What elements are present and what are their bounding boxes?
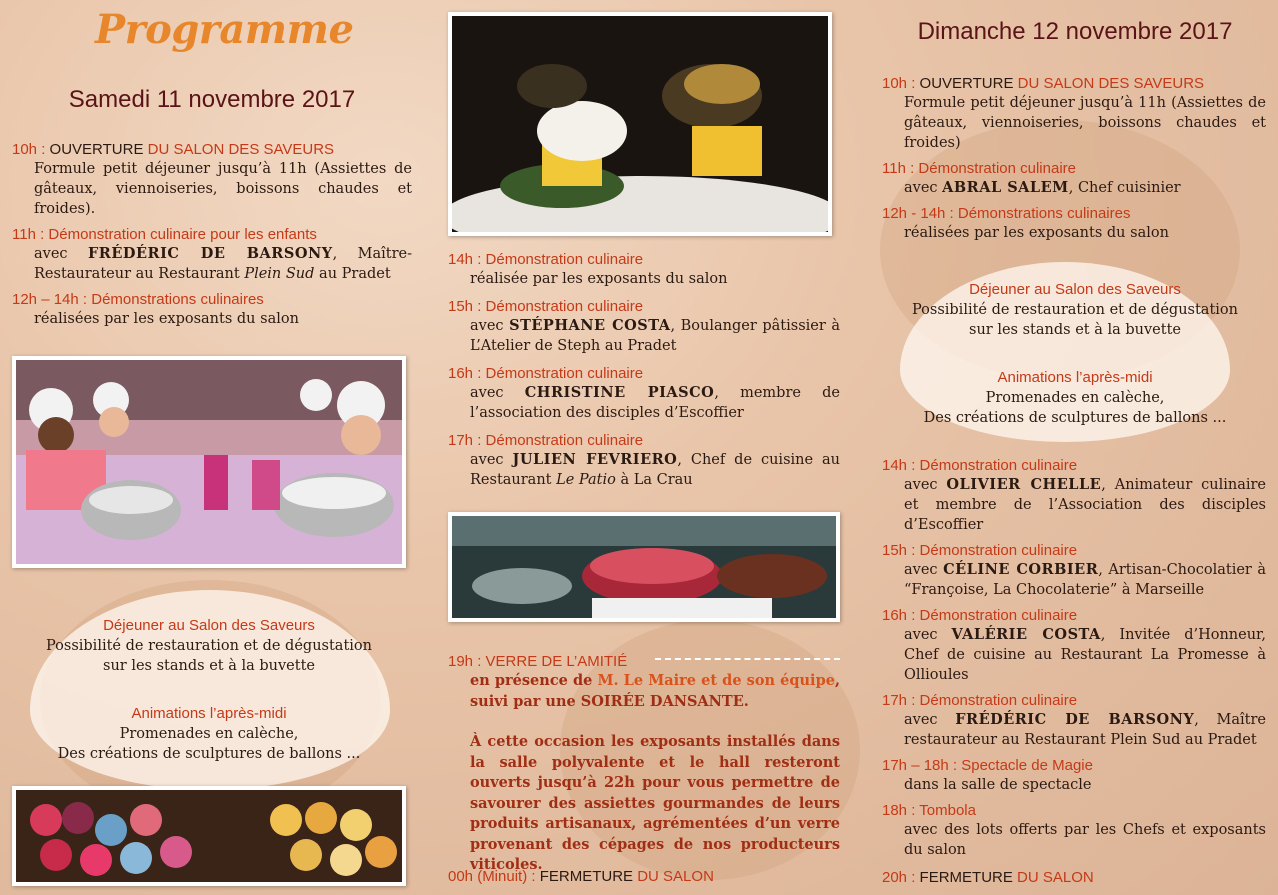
lunch-title: Déjeuner au Salon des Saveurs bbox=[969, 281, 1181, 298]
entry-body: Formule petit déjeuner jusqu’à 11h (Assiettes de gâteaux, viennoiseries, boissons chaudes et froides). bbox=[34, 161, 412, 217]
text: à La Crau bbox=[615, 472, 693, 488]
verre-paragraph: À cette occasion les exposants installés dans la salle polyvalente et le hall resteront ouverts jusqu’à 22h pour vous permettre de savourer des assiettes gourmandes de leurs produits artisanaux, agrémentées d’un verre provenant des cépages de nos producteurs viticoles. bbox=[470, 733, 840, 873]
text: , suivi par une bbox=[470, 672, 840, 710]
text: avec bbox=[470, 318, 510, 334]
text: SOIRÉE DANSANTE. bbox=[580, 692, 749, 710]
entry-heading: 17h : Démonstration culinaire bbox=[448, 432, 644, 449]
entry-label: OUVERTURE bbox=[49, 141, 148, 158]
food-dish-illustration bbox=[452, 16, 828, 232]
text: avec bbox=[34, 246, 88, 262]
entry-heading: 12h - 14h : Démonstrations culinaires bbox=[882, 205, 1131, 222]
charcuterie-photo bbox=[448, 512, 840, 622]
chef-name: CÉLINE CORBIER bbox=[943, 561, 1099, 578]
entry-body: avec des lots offerts par les Chefs et exposants du salon bbox=[904, 822, 1266, 858]
entry-heading: 14h : Démonstration culinaire bbox=[882, 457, 1078, 474]
animations-title: Animations l’après-midi bbox=[997, 369, 1153, 386]
lunch-line: Possibilité de restauration et de dégustation bbox=[911, 302, 1238, 318]
chef-name: ABRAL SALEM bbox=[942, 179, 1069, 196]
entry-heading: 16h : Démonstration culinaire bbox=[882, 607, 1078, 624]
text: , Boulanger pâtissier à L’Atelier de Steph au Pradet bbox=[470, 318, 840, 354]
text: , Animateur culinaire et membre de l’Association des disciples d’Escoffier bbox=[904, 477, 1266, 533]
charcuterie-illustration bbox=[452, 516, 836, 618]
entry-label-accent: DU SALON bbox=[637, 868, 714, 885]
entry-label-accent: DU SALON DES SAVEURS bbox=[147, 141, 335, 158]
saturday-date: Samedi 11 novembre 2017 bbox=[68, 86, 356, 113]
entry-heading: 18h : Tombola bbox=[882, 802, 976, 819]
entry-heading: 15h : Démonstration culinaire bbox=[882, 542, 1078, 559]
schedule-entry bbox=[882, 204, 1266, 243]
sunday-animations bbox=[882, 368, 1268, 428]
text: , membre de l’association des disciples d’Escoffier bbox=[470, 385, 840, 421]
mayor-text: M. Le Maire et de son équipe bbox=[597, 672, 835, 689]
entry-heading: 19h : VERRE DE L’AMITIÉ bbox=[448, 653, 628, 670]
schedule-entry bbox=[12, 290, 412, 329]
entry-body bbox=[882, 560, 1266, 600]
text: avec bbox=[904, 712, 956, 728]
lunch-title: Déjeuner au Salon des Saveurs bbox=[103, 617, 315, 634]
animations-line: Des créations de sculptures de ballons ... bbox=[57, 746, 361, 762]
separator: : bbox=[907, 75, 920, 92]
text: au Pradet bbox=[314, 266, 391, 282]
entry-body: dans la salle de spectacle bbox=[904, 777, 1092, 793]
macarons-photo bbox=[12, 786, 406, 886]
saturday-animations bbox=[12, 704, 406, 764]
food-dish-photo bbox=[448, 12, 832, 236]
chef-name: FRÉDÉRIC DE BARSONY bbox=[955, 711, 1195, 728]
restaurant-name: Plein Sud bbox=[244, 266, 315, 282]
children-photo-illustration bbox=[16, 360, 402, 564]
separator: : bbox=[37, 141, 50, 158]
schedule-entry bbox=[882, 691, 1266, 750]
animations-line: Promenades en calèche, bbox=[985, 390, 1165, 406]
animations-line: Des créations de sculptures de ballons ... bbox=[923, 410, 1227, 426]
schedule-entry bbox=[882, 159, 1266, 198]
text: en présence de bbox=[470, 672, 598, 689]
entry-heading: 15h : Démonstration culinaire bbox=[448, 298, 644, 315]
entry-label-accent: DU SALON bbox=[1017, 869, 1094, 886]
separator: : bbox=[527, 868, 540, 885]
schedule-entry bbox=[882, 756, 1266, 795]
entry-label-accent: DU SALON DES SAVEURS bbox=[1017, 75, 1205, 92]
chef-name: FRÉDÉRIC DE BARSONY bbox=[88, 245, 333, 262]
schedule-entry bbox=[448, 297, 840, 356]
entry-body bbox=[448, 316, 840, 356]
schedule-entry bbox=[882, 456, 1266, 535]
entry-body bbox=[448, 383, 840, 423]
text: avec bbox=[904, 180, 943, 196]
schedule-entry bbox=[448, 250, 840, 289]
schedule-entry bbox=[882, 541, 1266, 600]
schedule-entry bbox=[882, 801, 1266, 860]
entry-heading: 14h : Démonstration culinaire bbox=[448, 251, 644, 268]
chef-name: OLIVIER CHELLE bbox=[946, 476, 1102, 493]
entry-body bbox=[12, 244, 412, 284]
text: , Invitée d’Honneur, Chef de cuisine au Restaurant La Promesse à Ollioules bbox=[904, 627, 1266, 683]
text: , Maître-Restaurateur au Restaurant bbox=[34, 246, 412, 282]
animations-line: Promenades en calèche, bbox=[119, 726, 299, 742]
entry-time: 10h bbox=[12, 141, 38, 158]
page-title: Programme bbox=[95, 6, 354, 53]
text: avec bbox=[904, 477, 947, 493]
schedule-entry bbox=[448, 431, 840, 490]
text: avec bbox=[470, 385, 525, 401]
verre-amitie bbox=[448, 652, 840, 876]
chef-name: CHRISTINE PIASCO bbox=[524, 384, 715, 401]
entry-body bbox=[448, 450, 840, 490]
entry-label: FERMETURE bbox=[919, 869, 1018, 886]
entry-heading: 17h : Démonstration culinaire bbox=[882, 692, 1078, 709]
entry-body bbox=[882, 475, 1266, 535]
animations-title: Animations l’après-midi bbox=[131, 705, 287, 722]
children-cooking-photo bbox=[12, 356, 406, 568]
chef-name: STÉPHANE COSTA bbox=[509, 317, 671, 334]
schedule-entry bbox=[12, 140, 412, 219]
text: , Maître restaurateur au Restaurant Plein Sud au Pradet bbox=[904, 712, 1266, 748]
separator: : bbox=[907, 869, 920, 886]
closing-entry bbox=[882, 868, 1094, 887]
text: , Artisan-Chocolatier à “Françoise, La Chocolaterie” à Marseille bbox=[904, 562, 1267, 598]
text: avec bbox=[904, 627, 952, 643]
sunday-afternoon-schedule bbox=[882, 456, 1266, 866]
saturday-schedule bbox=[12, 140, 412, 335]
text: avec bbox=[904, 562, 944, 578]
lunch-line: sur les stands et à la buvette bbox=[103, 658, 315, 674]
entry-time: 10h bbox=[882, 75, 908, 92]
entry-body: Formule petit déjeuner jusqu’à 11h (Assiettes de gâteaux, viennoiseries, boissons chaudes et froides) bbox=[904, 95, 1266, 151]
text: avec bbox=[470, 452, 513, 468]
entry-heading: 11h : Démonstration culinaire bbox=[882, 160, 1076, 177]
entry-body: réalisées par les exposants du salon bbox=[904, 225, 1169, 241]
lunch-line: sur les stands et à la buvette bbox=[969, 322, 1181, 338]
entry-heading: 11h : Démonstration culinaire pour les enfants bbox=[12, 226, 317, 243]
middle-schedule bbox=[448, 250, 840, 496]
schedule-entry bbox=[448, 364, 840, 423]
schedule-entry bbox=[12, 225, 412, 284]
sunday-schedule bbox=[882, 74, 1266, 249]
entry-label: FERMETURE bbox=[539, 868, 638, 885]
saturday-lunch bbox=[12, 616, 406, 676]
entry-heading: 17h – 18h : Spectacle de Magie bbox=[882, 757, 1093, 774]
sunday-date: Dimanche 12 novembre 2017 bbox=[917, 18, 1233, 45]
closing-entry bbox=[448, 867, 714, 886]
entry-body bbox=[882, 178, 1266, 198]
chef-name: VALÉRIE COSTA bbox=[951, 626, 1101, 643]
sunday-lunch bbox=[882, 280, 1268, 340]
lunch-line: Possibilité de restauration et de dégustation bbox=[45, 638, 372, 654]
entry-body bbox=[882, 625, 1266, 685]
entry-heading: 12h – 14h : Démonstrations culinaires bbox=[12, 291, 264, 308]
verre-paragraph bbox=[448, 671, 840, 712]
entry-body: réalisée par les exposants du salon bbox=[470, 271, 728, 287]
entry-body bbox=[882, 710, 1266, 750]
schedule-entry bbox=[882, 74, 1266, 153]
macarons-illustration bbox=[16, 790, 402, 882]
entry-body: réalisées par les exposants du salon bbox=[34, 311, 299, 327]
text: , Chef cuisinier bbox=[1068, 180, 1181, 196]
entry-time: 00h (Minuit) bbox=[448, 868, 528, 885]
restaurant-name: Le Patio bbox=[556, 472, 616, 488]
entry-heading: 16h : Démonstration culinaire bbox=[448, 365, 644, 382]
schedule-entry bbox=[882, 606, 1266, 685]
entry-time: 20h bbox=[882, 869, 908, 886]
chef-name: JULIEN FEVRIERO bbox=[512, 451, 678, 468]
text: , Chef de cuisine au Restaurant bbox=[470, 452, 840, 488]
entry-label: OUVERTURE bbox=[919, 75, 1018, 92]
